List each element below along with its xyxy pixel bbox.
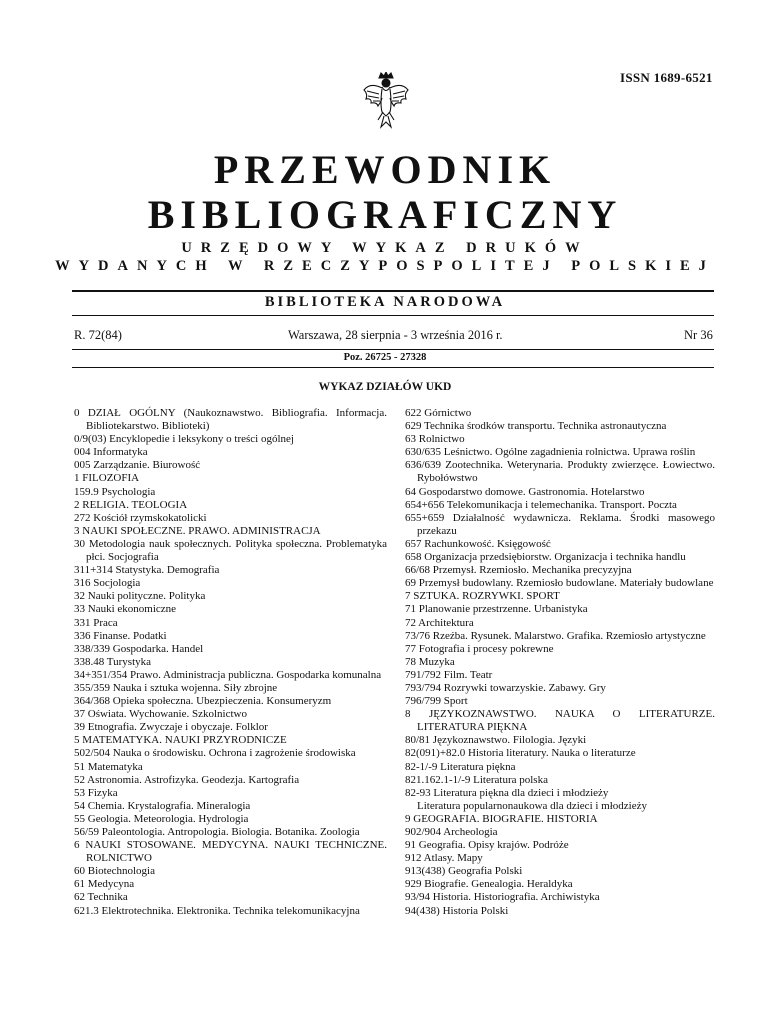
list-item: 311+314 Statystyka. Demografia (74, 564, 220, 577)
list-item: 902/904 Archeologia (405, 826, 498, 838)
polish-eagle-emblem-icon (362, 72, 410, 130)
udc-list-left (74, 407, 387, 918)
list-item: 655+659 Działalność wydawnicza. Reklama. Środki masowego przekazu (405, 511, 715, 537)
list-item: 364/368 Opieka społeczna. Ubezpieczenia. Konsumeryzm (74, 695, 332, 708)
list-item: 94(438) Historia Polski (405, 904, 509, 917)
list-item: 56/59 Paleontologia. Antropologia. Biologia. Botanika. Zoologia (74, 826, 360, 838)
list-item: 62 Technika (74, 891, 128, 904)
positions-range: Poz. 26725 - 27328 (343, 352, 427, 363)
list-item: 53 Fizyka (74, 786, 118, 799)
udc-list-right (405, 407, 715, 918)
list-item: 0/9(03) Encyklopedie i leksykony o treści ogólnej (74, 433, 294, 446)
list-item: 0 DZIAŁ OGÓLNY (Naukoznawstwo. Bibliografia. Informacja. Bibliotekarstwo. Biblioteki) (74, 407, 387, 433)
list-item: 82-93 Literatura piękna dla dzieci i młodzieży (405, 786, 609, 799)
list-item: 77 Fotografia i procesy pokrewne (405, 642, 554, 655)
list-item: 338.48 Turystyka (74, 655, 152, 668)
list-item: 791/792 Film. Teatr (405, 668, 493, 681)
list-item: 929 Biografie. Genealogia. Heraldyka (405, 878, 573, 891)
list-item: 331 Praca (74, 616, 118, 629)
list-item: 73/76 Rzeźba. Rysunek. Malarstwo. Grafika. Rzemiosło artystyczne (405, 629, 706, 642)
list-item: 316 Socjologia (74, 577, 141, 590)
header-divider-bottom (72, 315, 714, 316)
list-item: 39 Etnografia. Zwyczaje i obyczaje. Folklor (74, 721, 268, 734)
list-item: 72 Architektura (405, 616, 474, 629)
list-item: 30 Metodologia nauk społecznych. Polityka społeczna. Problematyka płci. Socjografia (74, 537, 387, 564)
list-item: 69 Przemysł budowlany. Rzemiosło budowlane. Materiały budowlane (405, 577, 714, 590)
list-item: 004 Informatyka (74, 446, 148, 459)
list-item: 621.3 Elektrotechnika. Elektronika. Technika telekomunikacyjna (74, 904, 360, 917)
list-item: 630/635 Leśnictwo. Ogólne zagadnienia rolnictwa. Uprawa roślin (405, 446, 696, 459)
list-item: 82(091)+82.0 Historia literatury. Nauka o literaturze (405, 747, 636, 760)
list-item: 658 Organizacja przedsiębiorstw. Organizacja i technika handlu (405, 551, 686, 564)
list-item: 2 RELIGIA. TEOLOGIA (74, 498, 188, 511)
list-item: 912 Atlasy. Mapy (405, 852, 483, 865)
list-item: 338/339 Gospodarka. Handel (74, 642, 204, 655)
list-item: 54 Chemia. Krystalografia. Mineralogia (74, 799, 251, 812)
list-item: 355/359 Nauka i sztuka wojenna. Siły zbrojne (74, 681, 278, 694)
list-item: 8 JĘZYKOZNAWSTWO. NAUKA O LITERATURZE. LITERATURA PIĘKNA (405, 708, 715, 734)
issue-date: Warszawa, 28 sierpnia - 3 września 2016 r. (288, 328, 503, 342)
list-item: 78 Muzyka (405, 655, 455, 668)
list-item: 657 Rachunkowość. Księgowość (405, 537, 551, 550)
positions-divider-top (72, 349, 714, 350)
publication-subtitle-line2: WYDANYCH W RZECZYPOSPOLITEJ POLSKIEJ (55, 258, 715, 274)
list-item: 52 Astronomia. Astrofizyka. Geodezja. Kartografia (74, 773, 300, 786)
list-item: 336 Finanse. Podatki (74, 629, 167, 642)
list-item: 821.162.1-1/-9 Literatura polska (405, 773, 548, 786)
list-item: 654+656 Telekomunikacja i telemechanika. Transport. Poczta (405, 498, 677, 511)
list-item: 93/94 Historia. Historiografia. Archiwistyka (405, 891, 600, 904)
publication-title-line2: BIBLIOGRAFICZNY (147, 192, 623, 237)
list-item: 6 NAUKI STOSOWANE. MEDYCYNA. NAUKI TECHNICZNE. ROLNICTWO (74, 839, 387, 865)
list-item: 793/794 Rozrywki towarzyskie. Zabawy. Gry (405, 681, 606, 694)
list-item: 9 GEOGRAFIA. BIOGRAFIE. HISTORIA (405, 812, 598, 825)
list-item: 502/504 Nauka o środowisku. Ochrona i zagrożenie środowiska (74, 747, 356, 760)
issue-number: Nr 36 (684, 328, 713, 342)
list-item: 629 Technika środków transportu. Technika astronautyczna (405, 420, 667, 433)
list-item: 66/68 Przemysł. Rzemiosło. Mechanika precyzyjna (405, 564, 632, 577)
publication-title-line1: PRZEWODNIK (213, 147, 557, 192)
list-item: 636/639 Zootechnika. Weterynaria. Produkty zwierzęce. Łowiectwo. Rybołówstwo (405, 459, 715, 485)
list-item: 5 MATEMATYKA. NAUKI PRZYRODNICZE (74, 734, 287, 747)
list-item: 37 Oświata. Wychowanie. Szkolnictwo (74, 708, 247, 721)
list-item: 159.9 Psychologia (74, 485, 156, 498)
list-item: 64 Gospodarstwo domowe. Gastronomia. Hotelarstwo (405, 485, 645, 498)
list-item: 796/799 Sport (405, 695, 468, 708)
publisher-name: BIBLIOTEKA NARODOWA (264, 294, 506, 310)
list-item: 34+351/354 Prawo. Administracja publiczna. Gospodarka komunalna (74, 668, 382, 681)
list-item: 913(438) Geografia Polski (405, 865, 523, 878)
list-item: 91 Geografia. Opisy krajów. Podróże (405, 839, 569, 852)
header-divider-top (72, 290, 714, 292)
list-item: 51 Matematyka (74, 760, 143, 773)
list-item: 1 FILOZOFIA (74, 472, 140, 485)
positions-divider-bottom (72, 367, 714, 368)
list-item: 3 NAUKI SPOŁECZNE. PRAWO. ADMINISTRACJA (74, 524, 321, 537)
list-item: 32 Nauki polityczne. Polityka (74, 590, 206, 603)
list-item: 61 Medycyna (74, 878, 135, 891)
list-item: 55 Geologia. Meteorologia. Hydrologia (74, 812, 249, 825)
publication-subtitle-line1: URZĘDOWY WYKAZ DRUKÓW (181, 240, 589, 256)
list-item: 272 Kościół rzymskokatolicki (74, 511, 207, 524)
issn-number: ISSN 1689-6521 (620, 70, 713, 85)
list-item: 60 Biotechnologia (74, 865, 155, 878)
list-item: Literatura popularnonaukowa dla dzieci i młodzieży (417, 799, 647, 812)
list-item: 82-1/-9 Literatura piękna (405, 760, 516, 773)
list-item: 33 Nauki ekonomiczne (74, 603, 177, 616)
list-item: 80/81 Językoznawstwo. Filologia. Języki (405, 734, 587, 747)
list-item: 63 Rolnictwo (405, 433, 465, 446)
section-title: WYKAZ DZIAŁÓW UKD (318, 381, 452, 393)
list-item: 005 Zarządzanie. Biurowość (74, 459, 201, 472)
list-item: 622 Górnictwo (405, 407, 472, 419)
list-item: 7 SZTUKA. ROZRYWKI. SPORT (405, 590, 560, 603)
issue-volume: R. 72(84) (74, 328, 122, 342)
list-item: 71 Planowanie przestrzenne. Urbanistyka (405, 603, 588, 616)
